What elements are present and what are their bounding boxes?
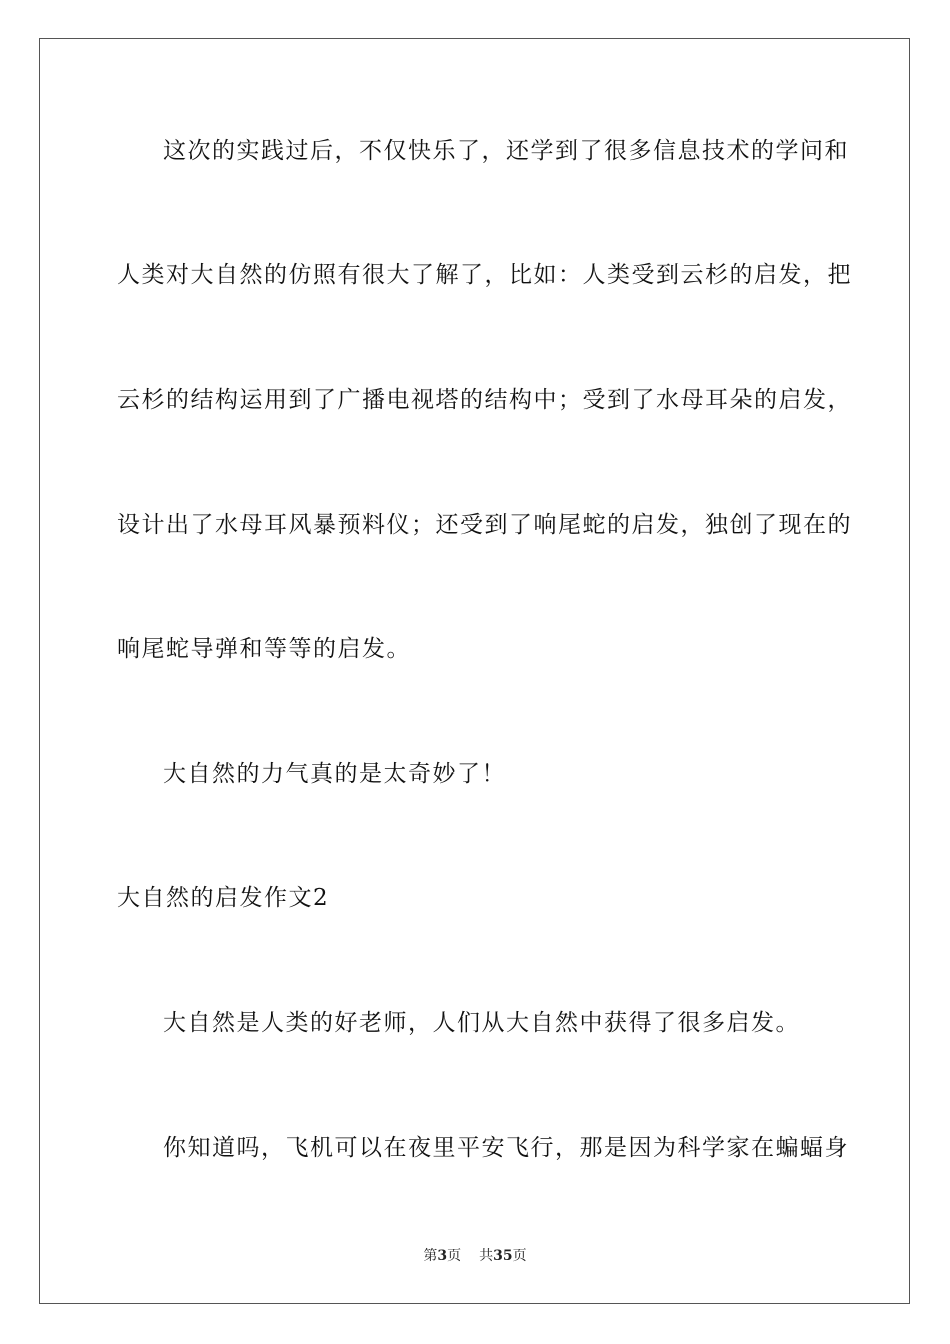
paragraph-1-line-2: 人类对大自然的仿照有很大了解了，比如：人类受到云杉的启发，把 xyxy=(117,262,852,288)
footer-total-number: 35 xyxy=(493,1248,513,1264)
page-footer xyxy=(0,1247,950,1265)
footer-page-suffix: 页 xyxy=(447,1248,462,1264)
paragraph-2-line-1: 大自然的力气真的是太奇妙了！ xyxy=(163,761,506,787)
footer-page-number: 3 xyxy=(437,1248,448,1264)
paragraph-1-line-5: 响尾蛇导弹和等等的启发。 xyxy=(117,636,411,662)
paragraph-1-line-4: 设计出了水母耳风暴预料仪；还受到了响尾蛇的启发，独创了现在的 xyxy=(117,512,852,538)
paragraph-3-line-1: 大自然是人类的好老师，人们从大自然中获得了很多启发。 xyxy=(163,1010,800,1036)
paragraph-4-line-1: 你知道吗，飞机可以在夜里平安飞行，那是因为科学家在蝙蝠身 xyxy=(163,1135,849,1161)
section-heading: 大自然的启发作文2 xyxy=(117,885,330,911)
page-border xyxy=(39,38,910,1304)
footer-page-prefix: 第 xyxy=(423,1248,438,1264)
paragraph-1-line-3: 云杉的结构运用到了广播电视塔的结构中；受到了水母耳朵的启发， xyxy=(117,387,852,413)
paragraph-1-line-1: 这次的实践过后，不仅快乐了，还学到了很多信息技术的学问和 xyxy=(163,138,849,164)
footer-total-prefix: 共 xyxy=(479,1248,494,1264)
footer-total-suffix: 页 xyxy=(512,1248,527,1264)
